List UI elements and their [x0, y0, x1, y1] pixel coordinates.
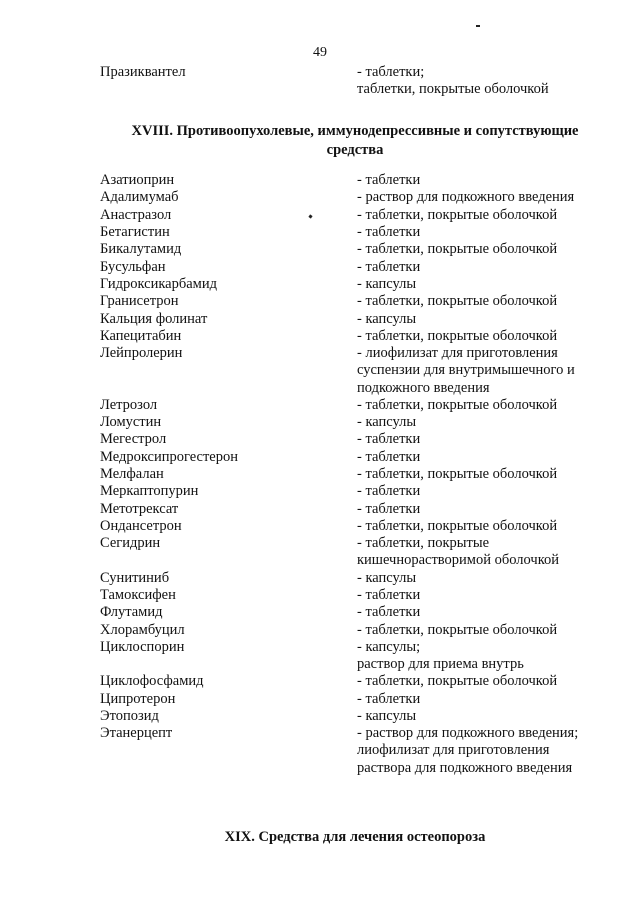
drug-form-line: суспензии для внутримышечного и — [357, 362, 575, 379]
drug-form-line: - таблетки, покрытые оболочкой — [357, 293, 558, 309]
drug-form-line: кишечнорастворимой оболочкой — [357, 552, 560, 569]
drug-forms — [357, 259, 607, 276]
drug-forms — [357, 708, 607, 725]
drug-forms — [357, 535, 607, 570]
drug-forms — [357, 691, 607, 708]
drug-forms — [357, 397, 607, 414]
drug-form-line: - лиофилизат для приготовления — [357, 345, 558, 361]
scan-speck — [476, 25, 480, 27]
drug-name: Меркаптопурин — [100, 483, 199, 499]
drug-form-line: - таблетки — [357, 604, 421, 620]
drug-forms — [357, 189, 607, 206]
drug-name: Гидроксикарбамид — [100, 276, 217, 292]
drug-name: Сунитиниб — [100, 570, 170, 586]
scan-speck — [308, 214, 312, 218]
drug-forms — [357, 328, 607, 345]
drug-forms — [357, 276, 607, 293]
drug-form-line: - таблетки — [357, 172, 421, 188]
drug-form-line: - раствор для подкожного введения — [357, 189, 575, 205]
drug-name: Этанерцепт — [100, 725, 173, 741]
drug-form-line: - таблетки — [357, 259, 421, 275]
drug-name: Медроксипрогестерон — [100, 449, 238, 465]
drug-forms — [357, 431, 607, 448]
drug-name: Капецитабин — [100, 328, 182, 344]
drug-form-line: лиофилизат для приготовления — [357, 742, 550, 759]
drug-name: Гранисетрон — [100, 293, 179, 309]
drug-form-line: - таблетки, покрытые оболочкой — [357, 518, 558, 534]
drug-forms — [357, 518, 607, 535]
drug-form-line: - таблетки, покрытые — [357, 535, 490, 551]
drug-form-line: - таблетки, покрытые оболочкой — [357, 241, 558, 257]
drug-form-line: - капсулы — [357, 311, 417, 327]
section-xix-heading: XIX. Средства для лечения остеопороза — [224, 829, 486, 845]
drug-name: Флутамид — [100, 604, 163, 620]
drug-form-line: - капсулы — [357, 708, 417, 724]
drug-form-line: - таблетки — [357, 691, 421, 707]
top-entry-name: Празиквантел — [100, 64, 186, 80]
drug-name: Этопозид — [100, 708, 159, 724]
drug-forms — [357, 673, 607, 690]
drug-form-line: подкожного введения — [357, 379, 490, 396]
drug-form-line: - таблетки, покрытые оболочкой — [357, 397, 558, 413]
drug-forms — [357, 604, 607, 621]
drug-form-line: раствора для подкожного введения — [357, 759, 573, 776]
drug-form-line: - таблетки, покрытые оболочкой — [357, 328, 558, 344]
drug-name: Циклоспорин — [100, 639, 185, 655]
top-entry-forms — [357, 64, 607, 99]
drug-name: Сегидрин — [100, 535, 161, 551]
drug-name: Циклофосфамид — [100, 673, 204, 689]
drug-form-line: - таблетки — [357, 587, 421, 603]
drug-name: Адалимумаб — [100, 189, 179, 205]
drug-form-line: раствор для приема внутрь — [357, 656, 524, 673]
drug-name: Ондансетрон — [100, 518, 182, 534]
drug-form-line: - таблетки — [357, 449, 421, 465]
drug-forms — [357, 207, 607, 224]
drug-name: Мегестрол — [100, 431, 167, 447]
drug-form-line: - таблетки — [357, 431, 421, 447]
drug-name: Бусульфан — [100, 259, 166, 275]
drug-forms — [357, 293, 607, 310]
drug-name: Летрозол — [100, 397, 158, 413]
drug-forms — [357, 622, 607, 639]
drug-form-line: - таблетки — [357, 483, 421, 499]
drug-form-line: - таблетки, покрытые оболочкой — [357, 622, 558, 638]
drug-forms — [357, 241, 607, 258]
drug-forms — [357, 483, 607, 500]
drug-name: Азатиоприн — [100, 172, 175, 188]
page-number: 49 — [313, 45, 327, 60]
drug-form-line: - капсулы; — [357, 639, 421, 655]
top-entry-form-line: - таблетки; — [357, 64, 425, 80]
drug-name: Тамоксифен — [100, 587, 176, 603]
drug-form-line: - таблетки, покрытые оболочкой — [357, 673, 558, 689]
drug-forms — [357, 224, 607, 241]
drug-name: Мелфалан — [100, 466, 164, 482]
drug-name: Анастразол — [100, 207, 172, 223]
drug-form-line: - капсулы — [357, 414, 417, 430]
drug-forms — [357, 172, 607, 189]
drug-form-line: - таблетки — [357, 501, 421, 517]
drug-forms — [357, 466, 607, 483]
drug-forms — [357, 587, 607, 604]
drug-name: Кальция фолинат — [100, 311, 208, 327]
section-xviii-heading — [100, 122, 610, 160]
drug-form-line: - капсулы — [357, 276, 417, 292]
drug-form-line: - таблетки — [357, 224, 421, 240]
drug-name: Лейпролерин — [100, 345, 183, 361]
drug-form-line: - таблетки, покрытые оболочкой — [357, 207, 558, 223]
drug-forms — [357, 501, 607, 518]
drug-form-line: - таблетки, покрытые оболочкой — [357, 466, 558, 482]
drug-name: Ципротерон — [100, 691, 176, 707]
drug-forms — [357, 414, 607, 431]
drug-forms — [357, 311, 607, 328]
drug-form-line: - раствор для подкожного введения; — [357, 725, 579, 741]
drug-forms — [357, 639, 607, 674]
drug-name: Хлорамбуцил — [100, 622, 185, 638]
drug-forms — [357, 570, 607, 587]
drug-name: Ломустин — [100, 414, 162, 430]
section-xviii-title-line1: XVIII. Противоопухолевые, иммунодепрессивные и сопутствующие — [131, 123, 579, 139]
drug-forms — [357, 725, 607, 777]
section-xviii-title-line2: средства — [326, 142, 384, 158]
drug-forms — [357, 449, 607, 466]
drug-name: Метотрексат — [100, 501, 179, 517]
drug-forms — [357, 345, 607, 397]
drug-name: Бикалутамид — [100, 241, 182, 257]
drug-form-line: - капсулы — [357, 570, 417, 586]
top-entry-form-line: таблетки, покрытые оболочкой — [357, 81, 549, 98]
drug-name: Бетагистин — [100, 224, 170, 240]
